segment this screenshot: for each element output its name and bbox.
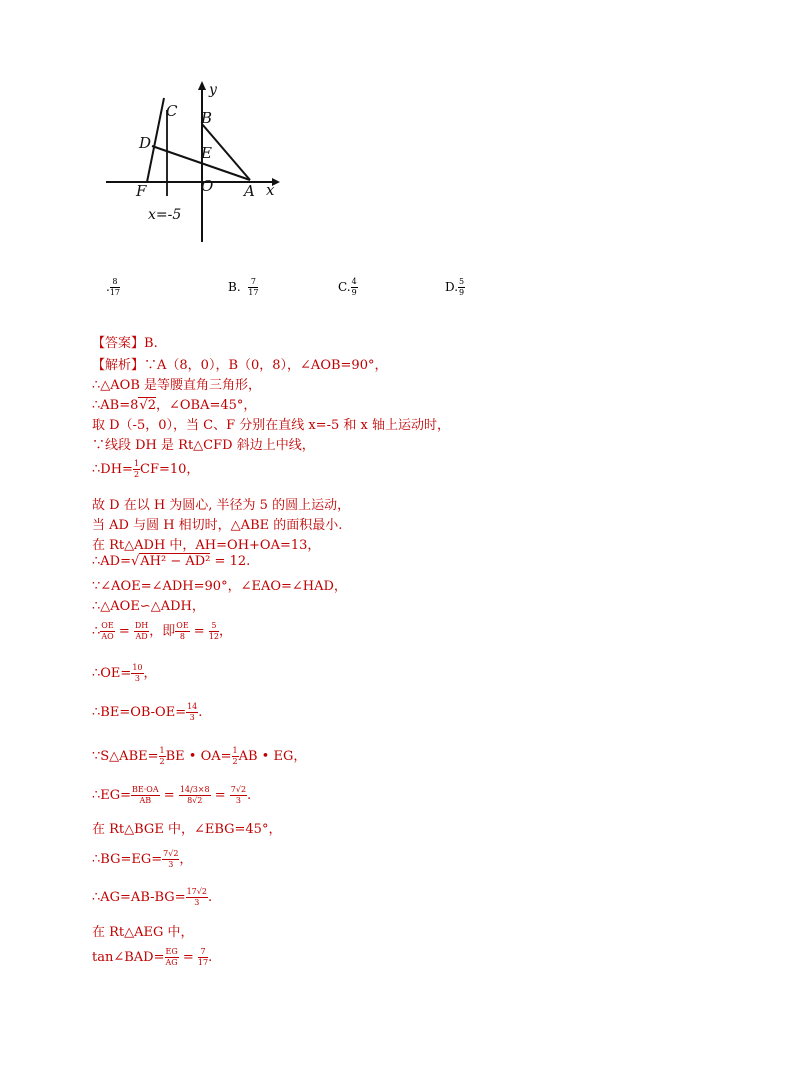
solution-line-9: 在 Rt△ADH 中，AH=OH+OA=13， bbox=[92, 538, 321, 553]
solution-line-1: 【解析】∵A（8，0），B（0，8），∠AOB=90°， bbox=[92, 358, 388, 373]
option-b-fraction: $\frac{7}{17}$ bbox=[248, 277, 259, 297]
solution-line-21: 在 Rt△AEG 中， bbox=[92, 925, 194, 940]
label-y: y bbox=[209, 82, 217, 98]
answer-value: B. bbox=[144, 336, 158, 351]
label-line-eq: x=-5 bbox=[148, 207, 182, 223]
label-d: D bbox=[139, 134, 152, 152]
solution-line-17: ∴EG= $\frac{BE\cdot OA}{AB}$ = $\frac{14/3\times 8}{8√2}$ = $\frac{7√2}{3}$ . bbox=[92, 785, 252, 805]
label-e: E bbox=[201, 144, 212, 162]
solution-line-12: ∴△AOE∽△ADH， bbox=[92, 599, 205, 614]
option-d[interactable]: D. $\frac{5}{9}$ bbox=[445, 277, 465, 297]
solution-line-11: ∵∠AOE=∠ADH=90°，∠EAO=∠HAD， bbox=[92, 579, 347, 594]
label-c: C bbox=[166, 102, 178, 120]
answer-line bbox=[92, 332, 158, 351]
solution-line-3: ∴AB=8√2，∠OBA=45°， bbox=[92, 398, 257, 413]
option-a-fraction: $\frac{8}{17}$ bbox=[109, 277, 121, 297]
solution-line-13: ∴ $\frac{OE}{AO}$ = $\frac{DH}{AD}$ ，即 $\frac{OE}{8}$ = $\frac{5}{12}$ ， bbox=[92, 621, 233, 641]
solution-line-10: ∴AD=√AH² − AD² = 12. bbox=[92, 554, 251, 569]
solution-line-18: 在 Rt△BGE 中，∠EBG=45°， bbox=[92, 822, 282, 837]
option-a[interactable]: . $\frac{8}{17}$ bbox=[106, 277, 121, 297]
solution-line-20: ∴AG=AB-BG= $\frac{17√2}{3}$ . bbox=[92, 887, 213, 907]
option-c[interactable]: C. $\frac{4}{9}$ bbox=[338, 277, 357, 297]
solution-line-5: ∵线段 DH 是 Rt△CFD 斜边上中线， bbox=[92, 438, 315, 453]
y-axis-arrow bbox=[198, 81, 206, 90]
solution-line-2: ∴△AOB 是等腰直角三角形， bbox=[92, 378, 262, 393]
solution-line-14: ∴OE= $\frac{10}{3}$ ， bbox=[92, 663, 157, 683]
option-c-fraction: $\frac{4}{9}$ bbox=[351, 277, 357, 297]
answer-heading: 【答案】 bbox=[92, 336, 145, 351]
label-b: B bbox=[201, 109, 213, 127]
solution-line-22: tan∠BAD= $\frac{EG}{AG}$ = $\frac{7}{17}$ . bbox=[92, 947, 213, 967]
solution-line-4: 取 D（-5，0），当 C、F 分别在直线 x=-5 和 x 轴上运动时， bbox=[92, 418, 450, 433]
solution-line-19: ∴BG=EG= $\frac{7√2}{3}$ ， bbox=[92, 849, 193, 869]
solution-line-8: 当 AD 与圆 H 相切时，△ABE 的面积最小. bbox=[92, 518, 343, 533]
label-o: O bbox=[201, 177, 214, 195]
label-f: F bbox=[136, 182, 147, 200]
solution-line-16: ∵S△ABE= $\frac{1}{2}$ BE • OA= $\frac{1}{2}$ AB • EG， bbox=[92, 746, 307, 766]
solution-line-15: ∴BE=OB-OE= $\frac{14}{3}$ . bbox=[92, 702, 203, 722]
geometry-figure bbox=[100, 78, 290, 248]
label-x: x bbox=[266, 181, 275, 199]
sqrt-radical: √2 bbox=[139, 398, 156, 413]
analysis-heading: 【解析】 bbox=[92, 358, 145, 373]
solution-line-7: 故 D 在以 H 为圆心, 半径为 5 的圆上运动， bbox=[92, 498, 351, 513]
option-b[interactable]: B. $\frac{7}{17}$ bbox=[228, 277, 259, 297]
option-d-fraction: $\frac{5}{9}$ bbox=[459, 277, 465, 297]
solution-line-6: ∴DH= $\frac{1}{2}$ CF=10， bbox=[92, 459, 200, 479]
label-a: A bbox=[244, 182, 255, 200]
